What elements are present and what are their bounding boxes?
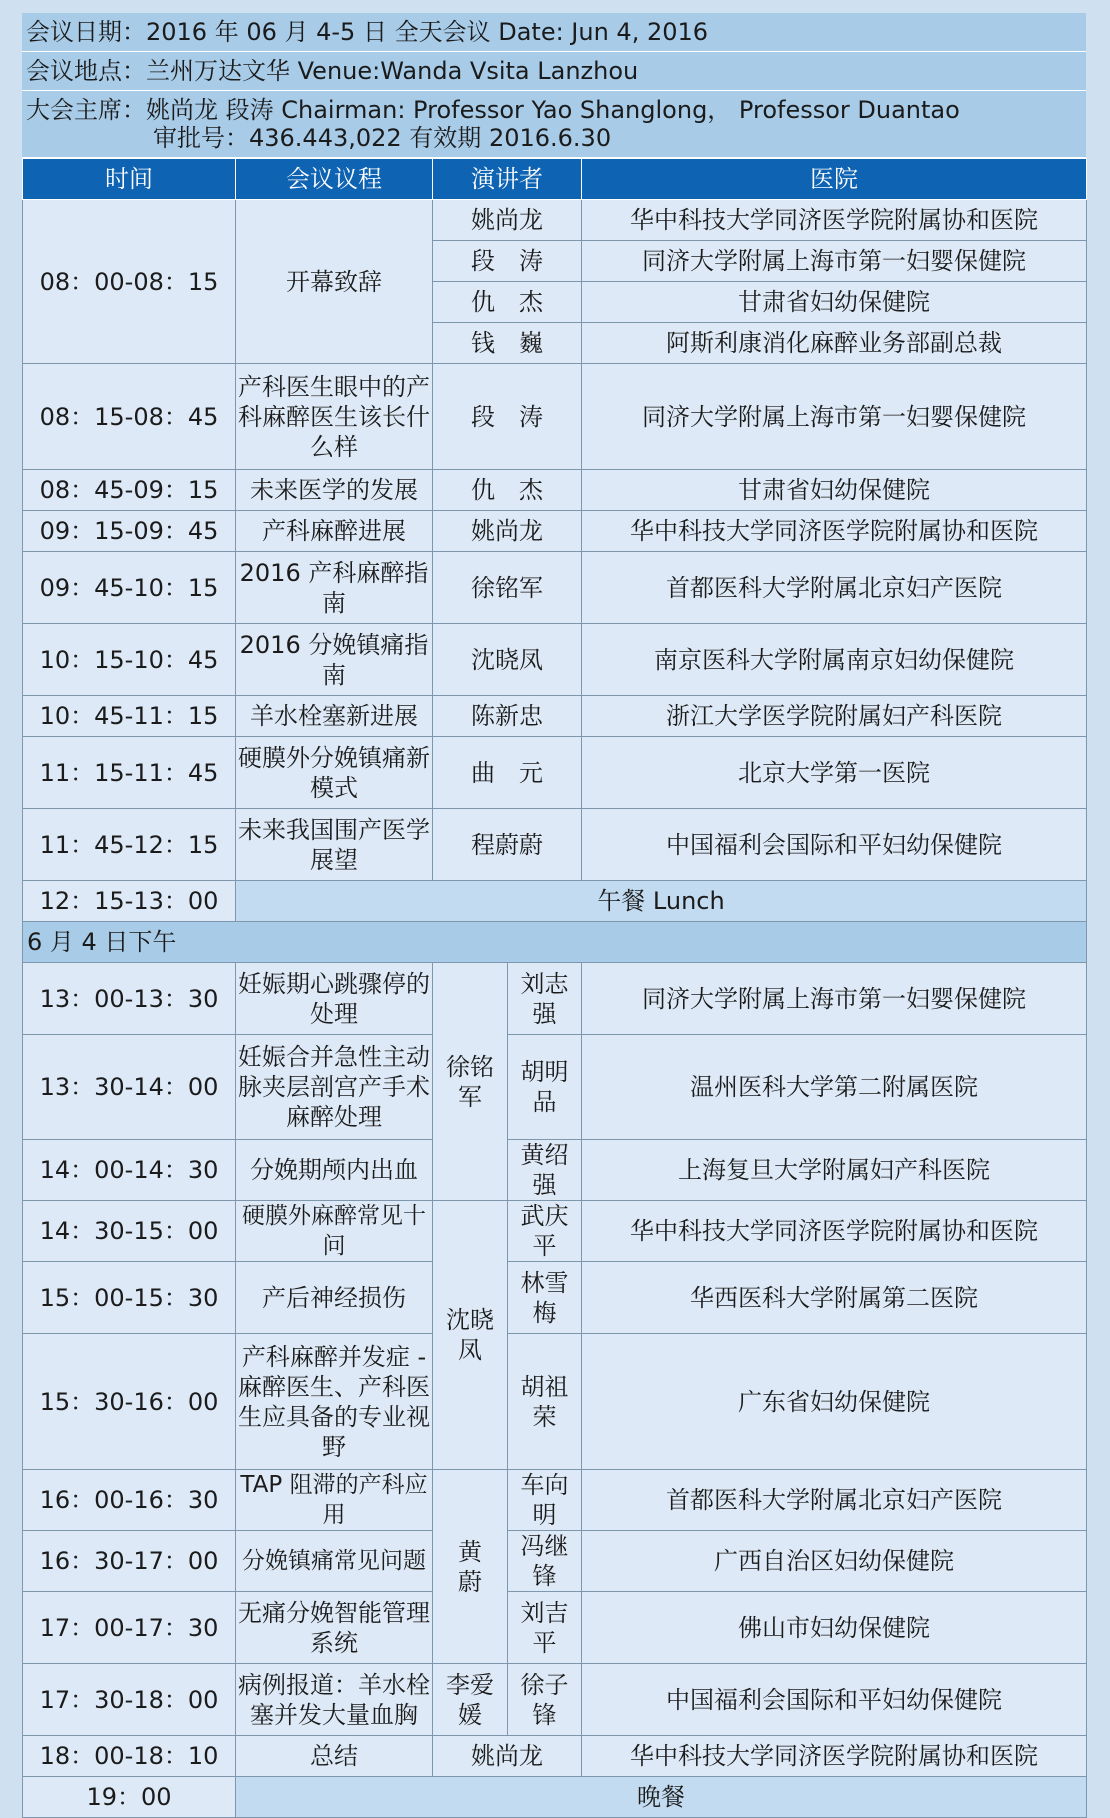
speaker-cell: 仇 杰 bbox=[433, 282, 582, 323]
session-chair-cell: 沈晓凤 bbox=[433, 1201, 508, 1470]
hospital-cell: 华西医科大学附属第二医院 bbox=[582, 1262, 1087, 1334]
session-chair-cell: 李爱媛 bbox=[433, 1664, 508, 1736]
hospital-cell: 华中科技大学同济医学院附属协和医院 bbox=[582, 511, 1087, 552]
column-header-row bbox=[23, 159, 1087, 200]
agenda-cell: 产后神经损伤 bbox=[236, 1262, 433, 1334]
hospital-cell: 华中科技大学同济医学院附属协和医院 bbox=[582, 1736, 1087, 1777]
table-row bbox=[23, 1201, 1087, 1262]
hospital-cell: 甘肃省妇幼保健院 bbox=[582, 282, 1087, 323]
speaker-cell: 姚尚龙 bbox=[433, 200, 582, 241]
lunch-cell: 午餐 Lunch bbox=[236, 881, 1087, 922]
time-cell: 15：30-16：00 bbox=[23, 1334, 236, 1470]
time-cell: 14：00-14：30 bbox=[23, 1140, 236, 1201]
table-row bbox=[23, 364, 1087, 470]
hospital-cell: 甘肃省妇幼保健院 bbox=[582, 470, 1087, 511]
table-row bbox=[23, 1262, 1087, 1334]
agenda-cell: 无痛分娩智能管理系统 bbox=[236, 1592, 433, 1664]
speaker-cell: 徐铭军 bbox=[433, 552, 582, 624]
time-cell: 11：45-12：15 bbox=[23, 809, 236, 881]
table-row bbox=[23, 809, 1087, 881]
time-cell: 14：30-15：00 bbox=[23, 1201, 236, 1262]
speaker-cell: 车向明 bbox=[508, 1470, 582, 1531]
hospital-cell: 广西自治区妇幼保健院 bbox=[582, 1531, 1087, 1592]
time-cell: 09：15-09：45 bbox=[23, 511, 236, 552]
speaker-cell: 冯继锋 bbox=[508, 1531, 582, 1592]
time-cell: 10：15-10：45 bbox=[23, 624, 236, 696]
agenda-cell: 产科麻醉进展 bbox=[236, 511, 433, 552]
speaker-cell: 黄绍强 bbox=[508, 1140, 582, 1201]
agenda-cell: 未来我国围产医学展望 bbox=[236, 809, 433, 881]
speaker-cell: 武庆平 bbox=[508, 1201, 582, 1262]
table-row bbox=[23, 1035, 1087, 1140]
table-row bbox=[23, 963, 1087, 1035]
table-row bbox=[23, 696, 1087, 737]
hospital-cell: 同济大学附属上海市第一妇婴保健院 bbox=[582, 364, 1087, 470]
hospital-cell: 华中科技大学同济医学院附属协和医院 bbox=[582, 1201, 1087, 1262]
speaker-cell: 段 涛 bbox=[433, 364, 582, 470]
table-row bbox=[23, 1777, 1087, 1818]
hospital-cell: 阿斯利康消化麻醉业务部副总裁 bbox=[582, 323, 1087, 364]
speaker-cell: 段 涛 bbox=[433, 241, 582, 282]
table-row bbox=[23, 1470, 1087, 1531]
time-cell: 08：00-08：15 bbox=[23, 200, 236, 364]
hospital-cell: 温州医科大学第二附属医院 bbox=[582, 1035, 1087, 1140]
hospital-cell: 中国福利会国际和平妇幼保健院 bbox=[582, 809, 1087, 881]
table-row bbox=[23, 1531, 1087, 1592]
agenda-cell: 产科麻醉并发症 -麻醉医生、产科医生应具备的专业视野 bbox=[236, 1334, 433, 1470]
agenda-cell: 分娩期颅内出血 bbox=[236, 1140, 433, 1201]
time-cell: 10：45-11：15 bbox=[23, 696, 236, 737]
agenda-cell: 硬膜外麻醉常见十问 bbox=[236, 1201, 433, 1262]
table-row bbox=[23, 200, 1087, 241]
dinner-cell: 晚餐 bbox=[236, 1777, 1087, 1818]
hospital-cell: 同济大学附属上海市第一妇婴保健院 bbox=[582, 241, 1087, 282]
speaker-cell: 钱 巍 bbox=[433, 323, 582, 364]
table-row bbox=[23, 511, 1087, 552]
time-cell: 09：45-10：15 bbox=[23, 552, 236, 624]
agenda-cell: 分娩镇痛常见问题 bbox=[236, 1531, 433, 1592]
afternoon-section-title: 6 月 4 日下午 bbox=[23, 922, 1087, 963]
time-cell: 16：30-17：00 bbox=[23, 1531, 236, 1592]
agenda-cell: 羊水栓塞新进展 bbox=[236, 696, 433, 737]
approval-number: 审批号：436.443,022 有效期 2016.6.30 bbox=[153, 124, 612, 152]
session-chair-cell: 黄 蔚 bbox=[433, 1470, 508, 1664]
schedule-table bbox=[22, 158, 1087, 1818]
hospital-cell: 广东省妇幼保健院 bbox=[582, 1334, 1087, 1470]
agenda-cell: 病例报道：羊水栓塞并发大量血胸 bbox=[236, 1664, 433, 1736]
speaker-cell: 徐子锋 bbox=[508, 1664, 582, 1736]
speaker-cell: 林雪梅 bbox=[508, 1262, 582, 1334]
table-row bbox=[23, 1664, 1087, 1736]
hospital-cell: 华中科技大学同济医学院附属协和医院 bbox=[582, 200, 1087, 241]
col-time-header: 时间 bbox=[23, 159, 236, 200]
hospital-cell: 浙江大学医学院附属妇产科医院 bbox=[582, 696, 1087, 737]
table-row bbox=[23, 470, 1087, 511]
time-cell: 11：15-11：45 bbox=[23, 737, 236, 809]
meeting-date: 会议日期：2016 年 06 月 4-5 日 全天会议 Date: Jun 4, 2016 bbox=[22, 13, 1086, 52]
hospital-cell: 首都医科大学附属北京妇产医院 bbox=[582, 1470, 1087, 1531]
time-cell: 15：00-15：30 bbox=[23, 1262, 236, 1334]
agenda-sheet bbox=[22, 13, 1086, 1818]
time-cell: 13：30-14：00 bbox=[23, 1035, 236, 1140]
hospital-cell: 中国福利会国际和平妇幼保健院 bbox=[582, 1664, 1087, 1736]
table-row bbox=[23, 552, 1087, 624]
speaker-cell: 陈新忠 bbox=[433, 696, 582, 737]
table-row bbox=[23, 624, 1087, 696]
agenda-cell: 2016 分娩镇痛指南 bbox=[236, 624, 433, 696]
speaker-cell: 刘志强 bbox=[508, 963, 582, 1035]
time-cell: 17：00-17：30 bbox=[23, 1592, 236, 1664]
agenda-cell: 2016 产科麻醉指南 bbox=[236, 552, 433, 624]
table-row bbox=[23, 1140, 1087, 1201]
speaker-cell: 胡祖荣 bbox=[508, 1334, 582, 1470]
col-speaker-header: 演讲者 bbox=[433, 159, 582, 200]
agenda-cell: 未来医学的发展 bbox=[236, 470, 433, 511]
speaker-cell: 曲 元 bbox=[433, 737, 582, 809]
table-row bbox=[23, 1334, 1087, 1470]
time-cell: 16：00-16：30 bbox=[23, 1470, 236, 1531]
time-cell: 17：30-18：00 bbox=[23, 1664, 236, 1736]
time-cell: 08：15-08：45 bbox=[23, 364, 236, 470]
speaker-cell: 仇 杰 bbox=[433, 470, 582, 511]
hospital-cell: 南京医科大学附属南京妇幼保健院 bbox=[582, 624, 1087, 696]
table-row bbox=[23, 1592, 1087, 1664]
speaker-cell: 沈晓凤 bbox=[433, 624, 582, 696]
col-hospital-header: 医院 bbox=[582, 159, 1087, 200]
hospital-cell: 上海复旦大学附属妇产科医院 bbox=[582, 1140, 1087, 1201]
agenda-cell: 开幕致辞 bbox=[236, 200, 433, 364]
time-cell: 19：00 bbox=[23, 1777, 236, 1818]
hospital-cell: 北京大学第一医院 bbox=[582, 737, 1087, 809]
meeting-chair-line: 大会主席：姚尚龙 段涛 Chairman: Professor Yao Shanglong， Professor Duantao bbox=[26, 96, 960, 124]
agenda-cell: TAP 阻滞的产科应用 bbox=[236, 1470, 433, 1531]
time-cell: 08：45-09：15 bbox=[23, 470, 236, 511]
session-chair-cell: 徐铭军 bbox=[433, 963, 508, 1201]
meeting-chair bbox=[22, 91, 1086, 158]
section-row bbox=[23, 922, 1087, 963]
agenda-cell: 妊娠期心跳骤停的处理 bbox=[236, 963, 433, 1035]
table-row bbox=[23, 737, 1087, 809]
hospital-cell: 佛山市妇幼保健院 bbox=[582, 1592, 1087, 1664]
col-agenda-header: 会议议程 bbox=[236, 159, 433, 200]
speaker-cell: 程蔚蔚 bbox=[433, 809, 582, 881]
meeting-venue: 会议地点：兰州万达文华 Venue:Wanda Vsita Lanzhou bbox=[22, 52, 1086, 91]
hospital-cell: 首都医科大学附属北京妇产医院 bbox=[582, 552, 1087, 624]
agenda-cell: 硬膜外分娩镇痛新模式 bbox=[236, 737, 433, 809]
speaker-cell: 刘吉平 bbox=[508, 1592, 582, 1664]
table-row bbox=[23, 881, 1087, 922]
hospital-cell: 同济大学附属上海市第一妇婴保健院 bbox=[582, 963, 1087, 1035]
agenda-cell: 产科医生眼中的产科麻醉医生该长什么样 bbox=[236, 364, 433, 470]
time-cell: 12：15-13：00 bbox=[23, 881, 236, 922]
speaker-cell: 姚尚龙 bbox=[433, 1736, 582, 1777]
agenda-cell: 妊娠合并急性主动脉夹层剖宫产手术麻醉处理 bbox=[236, 1035, 433, 1140]
agenda-cell: 总结 bbox=[236, 1736, 433, 1777]
table-row bbox=[23, 1736, 1087, 1777]
speaker-cell: 姚尚龙 bbox=[433, 511, 582, 552]
time-cell: 18：00-18：10 bbox=[23, 1736, 236, 1777]
time-cell: 13：00-13：30 bbox=[23, 963, 236, 1035]
speaker-cell: 胡明品 bbox=[508, 1035, 582, 1140]
